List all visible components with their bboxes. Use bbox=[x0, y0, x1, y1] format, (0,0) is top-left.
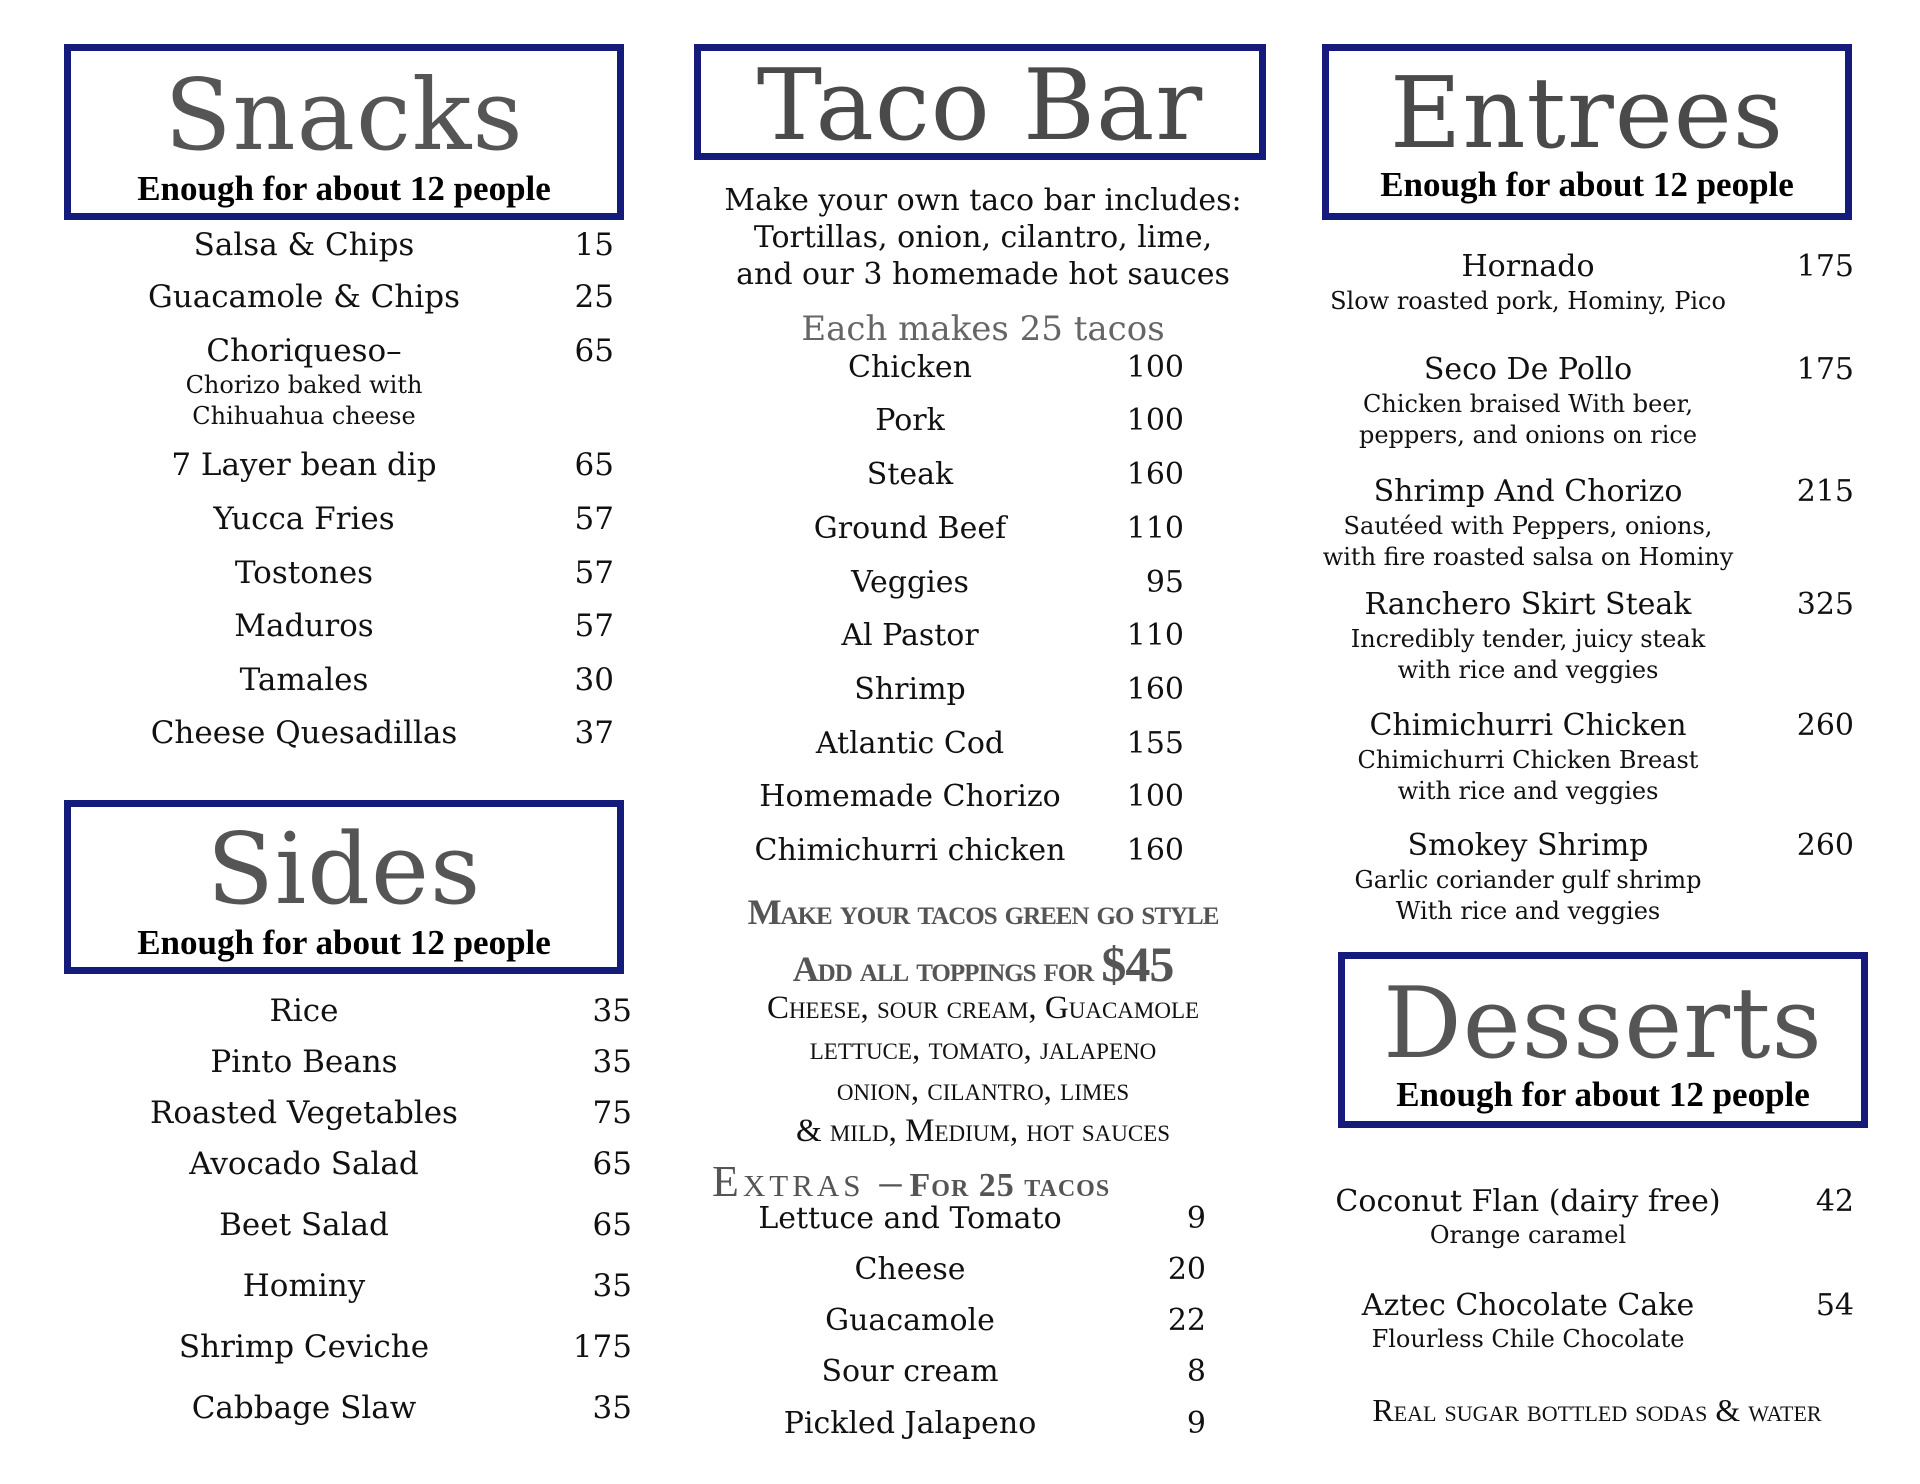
each-makes-note: Each makes 25 tacos bbox=[801, 309, 1165, 349]
menu-item-price: 215 bbox=[1796, 474, 1854, 509]
menu-item-price: 110 bbox=[1126, 618, 1184, 653]
menu-item-name: Shrimp Ceviche bbox=[178, 1329, 430, 1365]
menu-item-name: Atlantic Cod bbox=[815, 726, 1005, 761]
menu-item-name: Aztec Chocolate Cake bbox=[1361, 1288, 1695, 1323]
toppings-list: Cheese, sour cream, Guacamole lettuce, tomato, jalapeno onion, cilantro, limes & mild, Medium, hot sauces bbox=[766, 990, 1200, 1149]
menu-item-price: 22 bbox=[1167, 1303, 1206, 1338]
add-all-label: Add all toppings for bbox=[792, 949, 1094, 989]
menu-item-name: Roasted Vegetables bbox=[150, 1095, 458, 1131]
menu-item-name: Steak bbox=[866, 457, 954, 492]
desserts-title: Desserts bbox=[1383, 967, 1823, 1081]
add-all-toppings bbox=[692, 938, 1274, 995]
menu-item-price: 325 bbox=[1796, 587, 1854, 622]
menu-item-name: Rice bbox=[269, 993, 339, 1029]
menu-item-name: 7 Layer bean dip bbox=[171, 447, 437, 483]
menu-item-name: Cabbage Slaw bbox=[191, 1390, 417, 1426]
snacks-title: Snacks bbox=[164, 59, 524, 173]
menu-item-name: Hominy bbox=[242, 1268, 366, 1304]
menu-item-description: Orange caramel bbox=[1429, 1221, 1627, 1249]
menu-item-name: Homemade Chorizo bbox=[759, 779, 1061, 814]
menu-item-name: Beet Salad bbox=[219, 1207, 389, 1243]
menu-item-name: Coconut Flan (dairy free) bbox=[1335, 1184, 1721, 1219]
desserts-header bbox=[1338, 952, 1868, 1128]
menu-item-price: 37 bbox=[574, 715, 614, 751]
menu-item-name: Ground Beef bbox=[813, 511, 1007, 546]
menu-item-description: Incredibly tender, juicy steak with rice and veggies bbox=[1350, 625, 1706, 684]
menu-item-name: Salsa & Chips bbox=[193, 227, 415, 263]
menu-item-price: 100 bbox=[1126, 779, 1184, 814]
menu-item-name: Pinto Beans bbox=[210, 1044, 398, 1080]
menu-item-price: 110 bbox=[1126, 511, 1184, 546]
desserts-subtitle: Enough for about 12 people bbox=[1396, 1075, 1810, 1114]
entrees-title: Entrees bbox=[1389, 57, 1785, 171]
drinks-footer: Real sugar bottled sodas & water bbox=[1372, 1392, 1822, 1428]
menu-item-name: Pickled Jalapeno bbox=[783, 1406, 1037, 1441]
menu-item-price: 9 bbox=[1186, 1406, 1206, 1441]
taco-bar-header bbox=[694, 44, 1266, 163]
menu-item-name: Tamales bbox=[239, 662, 369, 698]
snacks-header bbox=[64, 44, 624, 220]
menu-item-price: 175 bbox=[572, 1329, 632, 1365]
sides-subtitle: Enough for about 12 people bbox=[137, 923, 551, 962]
extras-subtitle: For 25 tacos bbox=[909, 1167, 1111, 1204]
add-all-price: $45 bbox=[1101, 936, 1174, 992]
menu-item-price: 9 bbox=[1186, 1201, 1206, 1236]
menu-item-price: 35 bbox=[592, 993, 632, 1029]
menu-item-name: Al Pastor bbox=[841, 618, 979, 653]
menu-item-name: Chimichurri chicken bbox=[754, 833, 1066, 868]
menu-item-price: 95 bbox=[1145, 565, 1184, 600]
taco-bar-title: Taco Bar bbox=[756, 49, 1204, 163]
menu-item-price: 35 bbox=[592, 1390, 632, 1426]
extras-title: Extras – bbox=[712, 1157, 906, 1206]
taco-bar-intro: Make your own taco bar includes: Tortillas, onion, cilantro, lime, and our 3 homemade hot sauces bbox=[724, 183, 1242, 292]
menu-item-price: 160 bbox=[1126, 833, 1184, 868]
menu-item-name: Yucca Fries bbox=[213, 501, 395, 537]
menu-item-price: 20 bbox=[1167, 1252, 1206, 1287]
menu-item-price: 65 bbox=[574, 333, 614, 369]
menu-item-price: 155 bbox=[1126, 726, 1184, 761]
menu-item-name: Pork bbox=[875, 403, 945, 438]
menu-item-price: 75 bbox=[592, 1095, 632, 1131]
menu-item-description: Garlic coriander gulf shrimp With rice and veggies bbox=[1354, 866, 1702, 925]
menu-item-price: 35 bbox=[592, 1268, 632, 1304]
menu-item-description: Chicken braised With beer, peppers, and onions on rice bbox=[1358, 390, 1698, 449]
menu-item-price: 57 bbox=[574, 608, 614, 644]
snacks-subtitle: Enough for about 12 people bbox=[137, 169, 551, 208]
menu-item-name: Ranchero Skirt Steak bbox=[1364, 587, 1692, 622]
menu-item-name: Shrimp bbox=[854, 672, 966, 707]
menu-item-price: 65 bbox=[592, 1207, 632, 1243]
menu-item-name: Shrimp And Chorizo bbox=[1373, 474, 1683, 509]
menu-item-price: 15 bbox=[574, 227, 614, 263]
menu-item-price: 260 bbox=[1796, 828, 1854, 863]
menu-item-price: 65 bbox=[574, 447, 614, 483]
menu-item-name: Guacamole bbox=[825, 1303, 995, 1338]
menu-item-name: Cheese bbox=[854, 1252, 966, 1287]
menu-item-price: 100 bbox=[1126, 403, 1184, 438]
menu-item-name: Smokey Shrimp bbox=[1407, 828, 1649, 863]
menu-item-name: Guacamole & Chips bbox=[147, 279, 461, 315]
menu-item-description: Slow roasted pork, Hominy, Pico bbox=[1330, 287, 1726, 315]
menu-item-name: Chicken bbox=[848, 350, 972, 385]
menu-item-description: Chimichurri Chicken Breast with rice and veggies bbox=[1357, 746, 1699, 805]
entrees-header bbox=[1322, 44, 1852, 220]
menu-item-price: 54 bbox=[1815, 1288, 1854, 1323]
menu-item-name: Sour cream bbox=[821, 1354, 999, 1389]
menu-item-name: Maduros bbox=[234, 608, 374, 644]
menu-item-price: 100 bbox=[1126, 350, 1184, 385]
menu-item-name: Veggies bbox=[851, 565, 969, 600]
menu-item-name: Hornado bbox=[1461, 249, 1595, 284]
menu-item-price: 35 bbox=[592, 1044, 632, 1080]
menu-item-price: 57 bbox=[574, 501, 614, 537]
menu-item-price: 260 bbox=[1796, 708, 1854, 743]
green-go-heading: Make your tacos green go style bbox=[747, 892, 1219, 932]
menu-item-name: Cheese Quesadillas bbox=[150, 715, 458, 751]
menu-item-description: Chorizo baked with Chihuahua cheese bbox=[185, 371, 423, 430]
menu-item-name: Choriqueso– bbox=[206, 333, 402, 369]
menu-item-price: 65 bbox=[592, 1146, 632, 1182]
menu-item-name: Tostones bbox=[234, 555, 374, 591]
menu-item-name: Seco De Pollo bbox=[1423, 352, 1633, 387]
menu-item-description: Flourless Chile Chocolate bbox=[1371, 1325, 1685, 1353]
menu-item-price: 8 bbox=[1186, 1354, 1206, 1389]
menu-item-price: 175 bbox=[1796, 249, 1854, 284]
entrees-subtitle: Enough for about 12 people bbox=[1380, 165, 1794, 204]
menu-item-price: 160 bbox=[1126, 672, 1184, 707]
menu-item-price: 175 bbox=[1796, 352, 1854, 387]
menu-item-price: 57 bbox=[574, 555, 614, 591]
menu-item-description: Sautéed with Peppers, onions, with fire roasted salsa on Hominy bbox=[1322, 512, 1734, 571]
menu-item-name: Chimichurri Chicken bbox=[1369, 708, 1687, 743]
menu-item-name: Lettuce and Tomato bbox=[758, 1201, 1062, 1236]
sides-title: Sides bbox=[206, 813, 482, 927]
menu-item-price: 25 bbox=[574, 279, 614, 315]
sides-header bbox=[64, 800, 624, 974]
menu-item-name: Avocado Salad bbox=[189, 1146, 419, 1182]
menu-item-price: 30 bbox=[574, 662, 614, 698]
menu-item-price: 160 bbox=[1126, 457, 1184, 492]
menu-item-price: 42 bbox=[1815, 1184, 1854, 1219]
